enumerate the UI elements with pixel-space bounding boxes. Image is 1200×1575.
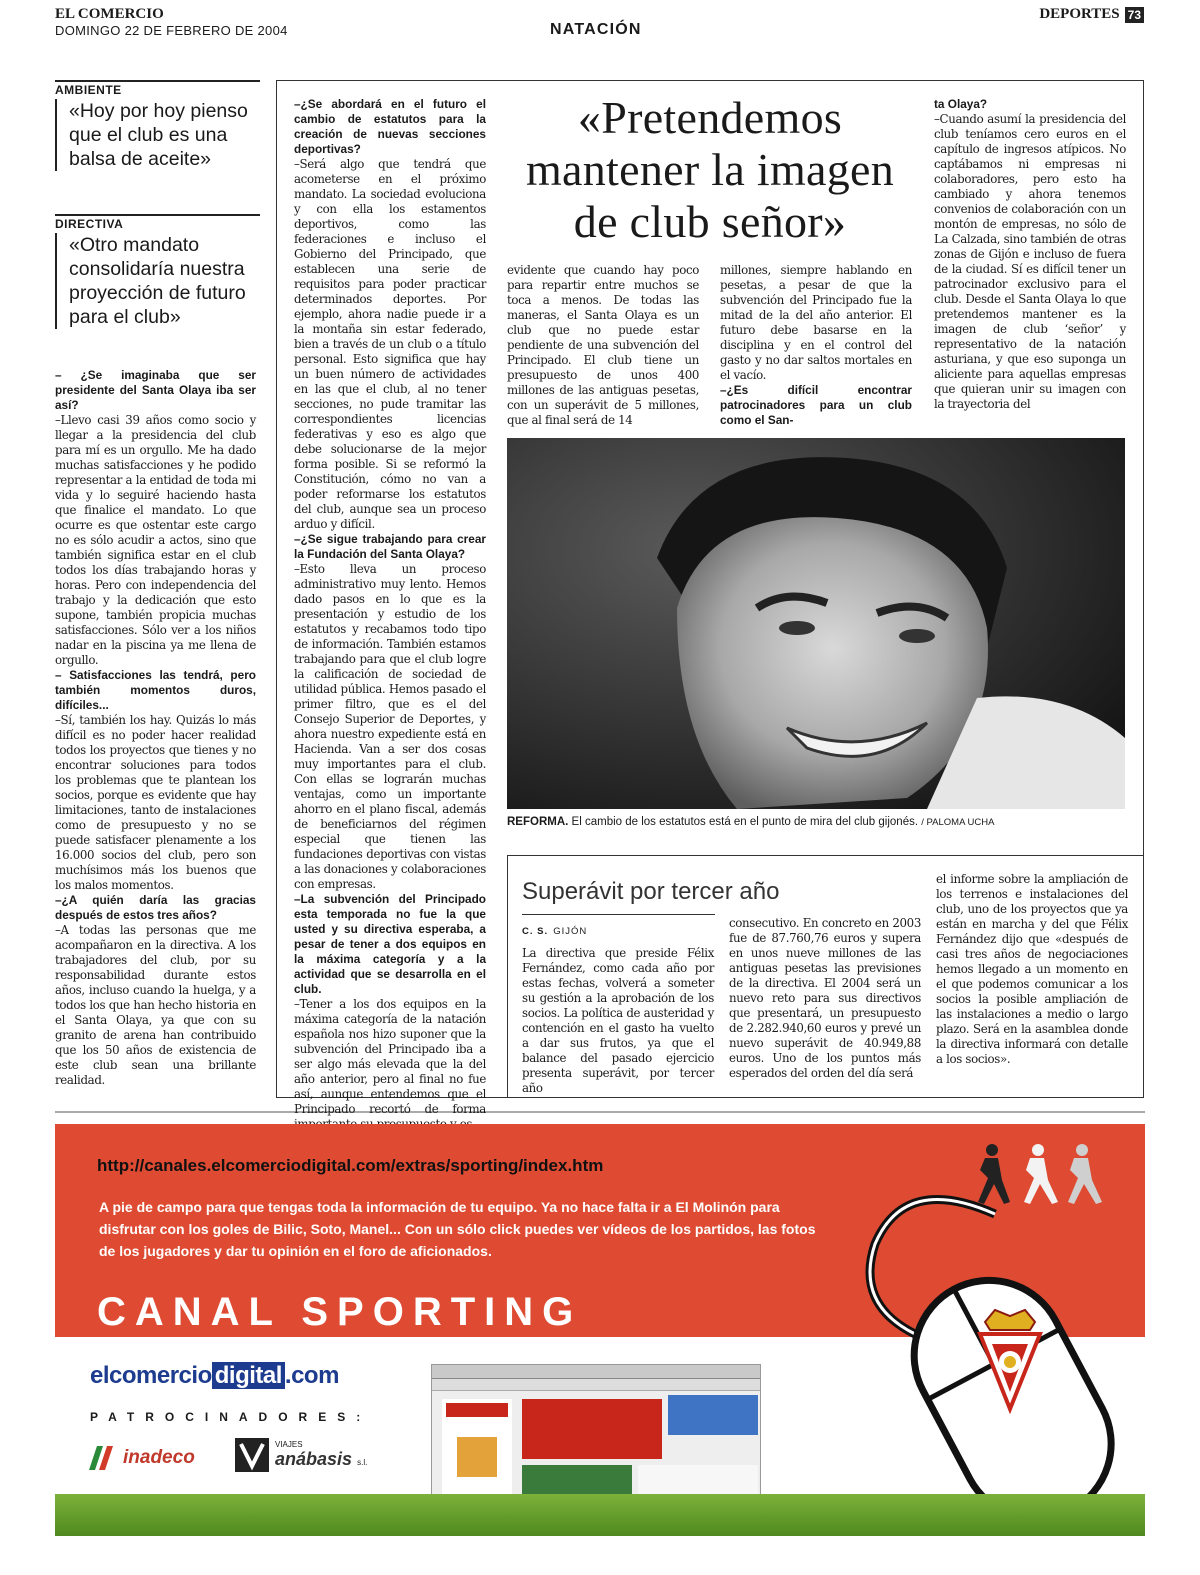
article-column-3 — [507, 263, 699, 428]
interview-answer: –A todas las personas que me acompañaron en la directiva. A los trabajadores del club, por su responsabilidad durante estos años, incluso cuando la huelga, y a todos los que han hecho historia en el Santa Olaya, ya que con su granito de arena han contribuido que los 50 años de existencia de este club sean una brillante realidad. — [55, 923, 256, 1087]
site-crest-thumb — [457, 1437, 497, 1477]
column-rule — [276, 80, 277, 1098]
photo-caption — [507, 816, 1127, 828]
sponsor-inadeco — [85, 1442, 195, 1474]
browser-toolbar — [432, 1379, 760, 1391]
pull-quote-ambiente — [55, 80, 265, 171]
sidebar-column-3: el informe sobre la ampliación de los terrenos e instalaciones del club, uno de los proyectos que ya están en marcha y del que Félix Fernández dijo que «después de casi tres años de negociaciones hemos llegado a un momento en el que podemos comunicar a los socios la posible ampliación de las instalaciones a medio o largo plazo. Será en la asamblea donde la directiva informará con detalle a los socios». — [936, 872, 1128, 1066]
interview-question: –¿Se abordará en el futuro el cambio de estatutos para la creación de nuevas secciones deportivas? — [294, 97, 486, 156]
section-title: NATACIÓN — [550, 21, 642, 38]
logo-part-3: .com — [284, 1362, 339, 1389]
anabasis-icon — [235, 1438, 269, 1472]
byline-rule-end — [714, 914, 715, 915]
interview-answer: –Tener a los dos equipos en la máxima categoría de la natación española nos hizo suponer que la subvención del Principado iba a ser algo más elevada que la del año anterior, pero al final no fue así, aunque entendemos que el Principado recortó de forma — [294, 997, 486, 1116]
interview-answer: –Sí, también los hay. Quizás lo más difícil es no poder hacer realidad todos los proyectos que tienes y no encontrar soluciones para todos los problemas que te plantean los socios, porque es evidente que hay limitaciones, tanto de instalaciones como de presupuesto y no se puede satisfacer plenamente a los 16.000 socios del club, pero son muchísimos más los buenos que los malos momentos. — [55, 713, 256, 892]
pull-quote-label: AMBIENTE — [55, 80, 260, 97]
ad-description: A pie de campo para que tengas toda la información de tu equipo. Ya no hace falta ir a El Molinón para disfrutar con los goles de Bilic, Soto, Manel... Con un sólo click puedes ver vídeos de los partidos, las fotos de los jugadores y dar tu opinión en el foro de aficionados. — [99, 1199, 816, 1259]
publication-name: EL COMERCIO — [55, 6, 164, 22]
site-promo — [668, 1395, 758, 1435]
column-rule-top — [276, 80, 1144, 81]
inadeco-icon — [85, 1442, 115, 1474]
elcomerciodigital-logo[interactable] — [90, 1362, 339, 1390]
sponsor-name: inadeco — [123, 1447, 195, 1468]
interview-answer: –Esto lleva un proceso administrativo muy lento. Hemos dado pasos en lo que es la presentación y estudio de los estatutos y recabamos todo tipo de información. También estamos trabajando para que el club logre la calificación de sociedad de utilidad pública. Hemos pasado el primer filtro, que es el del Consejo Superior de Deportes, y ahora nuestro expediente está en Hacienda. Van a ser dos cosas muy importantes para el club. Con ellas se lograrán muchas ventajas, como un importante ahorro en el plano fiscal, además de beneficiarnos del régimen especial que tienen las fundaciones deportivas con vistas a las donaciones y colaboraciones con empresas. — [294, 562, 486, 891]
site-banner — [522, 1399, 662, 1459]
sidebar-column-1: La directiva que preside Félix Fernández, como cada año por estas fechas, volverá a someter su gestión a la aprobación de los socios. La política de austeridad y contención en el gasto ha vuelto a dar sus frutos, ya que el balance del pasado ejercicio presenta superávit, por tercer año — [522, 946, 714, 1095]
logo-part-2: digital — [212, 1362, 285, 1389]
interview-question: –La subvención del Principado esta temporada no fue la que usted y su directiva esperaba, a pesar de tener a dos equipos en la máxima categoría y a la actividad que se desarrolla en el club. — [294, 892, 486, 996]
sidebar-byline — [522, 914, 714, 938]
interview-answer: –Cuando asumí la presidencia del club teníamos cero euros en el capítulo de ingresos atípicos. No captábamos ni empresas ni colaboradores, pero esto ha cambiado y ahora tenemos convenios de colaboración con un montón de empresas, no sólo de La Calzada, sino también de otras zonas de Gijón e incluso de fuera de la ciudad. Sí es difícil tener un patrocinador exclusivo para el club. Desde el Santa Olaya lo que pretendemos mantener es la imagen de club ‘señor’ y representativo de la natación asturiana, y que eso suponga un aliciente para aquellas empresas que quieran unir su imagen con la trayectoria del — [934, 112, 1126, 411]
interview-question: –¿Es difícil encontrar patrocinadores para un club como el San- — [720, 383, 912, 427]
pull-quote-text: «Hoy por hoy pienso que el club es una balsa de aceite» — [55, 99, 265, 171]
ad-canal-title: CANAL SPORTING — [97, 1290, 583, 1334]
article-column-5 — [934, 97, 1126, 412]
website-screenshot — [431, 1364, 761, 1514]
canal-sporting-ad[interactable] — [55, 1124, 1145, 1536]
pull-quote-directiva — [55, 214, 265, 329]
section-label: DEPORTES — [1039, 6, 1120, 22]
logo-part-1: elcomercio — [90, 1362, 212, 1389]
article-column-1 — [55, 368, 256, 1088]
interview-question: –¿Se sigue trabajando para crear la Fundación del Santa Olaya? — [294, 532, 486, 561]
sidebar-place: GIJÓN — [553, 926, 588, 937]
interview-question: – Satisfacciones las tendrá, pero también momentos duros, difíciles... — [55, 668, 256, 712]
interview-question: – ¿Se imaginaba que ser presidente del Santa Olaya iba ser así? — [55, 368, 256, 412]
sidebar-column-2: consecutivo. En concreto en 2003 fue de 87.760,76 euros y supera en unos nueve millones de las antiguas pesetas las previsiones de la directiva. El 2004 será un nuevo reto para sus directivos que presentará, un presupuesto de 2.282.940,60 euros y prevé un nuevo superávit de 40.949,88 euros. Uno de los puntos más esperados del orden del día será — [729, 916, 921, 1080]
page-number: 73 — [1125, 7, 1144, 23]
sponsors-label: PATROCINADORES: — [90, 1410, 372, 1424]
portrait-photo — [507, 438, 1125, 809]
sidebar-author: C. S. — [522, 926, 549, 937]
sponsor-prefix: VIAJES — [275, 1440, 303, 1449]
sponsor-name: anábasis — [275, 1449, 353, 1469]
interview-answer: evidente que cuando hay poco para repartir entre muchos se toca a menos. De todas las maneras, el Santa Olaya es un club que no puede estar pendiente de una subvención del Principado. El club tiene un presupuesto de unos 400 millones de las antiguas pesetas, con un superávit de 5 millones, que al final será de 14 — [507, 263, 699, 427]
sponsor-suffix: s.l. — [357, 1458, 368, 1467]
article-column-2 — [294, 97, 486, 1132]
site-sidebar-header — [446, 1403, 508, 1417]
caption-text: El cambio de los estatutos está en el punto de mira del club gijonés. — [571, 816, 919, 828]
headline: «Pretendemos mantener la imagen de club señor» — [525, 92, 895, 247]
caption-label: REFORMA. — [507, 816, 569, 828]
grass-strip — [55, 1494, 1145, 1536]
sporting-crest-icon — [970, 1304, 1050, 1414]
page-marker — [1039, 6, 1144, 23]
page-divider — [55, 1111, 1145, 1113]
interview-question: ta Olaya? — [934, 97, 988, 111]
interview-answer: –Llevo casi 39 años como socio y llegar a la presidencia del club para mí es un orgullo. Me ha dado muchas satisfacciones y he podido representar a la entidad de toda mi vida y lo seguiré haciendo hasta que finalice el mandato. Lo que ocurre es que ostentar este cargo no es sólo acudir a actos, sino que también significa estar en el club todos los días trabajando horas y horas. Pero con independencia del trabajo y la dedicación que esto supone, también propicia muchas satisfacciones. Sólo ver a los niños nadar en la piscina ya me llena de orgullo. — [55, 413, 256, 667]
interview-answer: millones, siempre hablando en pesetas, a pesar de que la subvención del Principado fue la mitad de la del año anterior. El futuro debe basarse en la disciplina y en el control del gasto y no dar saltos mortales en el vacío. — [720, 263, 912, 382]
browser-titlebar — [432, 1365, 760, 1379]
sidebar-title: Superávit por tercer año — [522, 878, 780, 905]
interview-answer: –Será algo que tendrá que acometerse en el próximo mandato. La sociedad evoluciona y con ella los estamentos deportivos, como las federaciones e incluso el Gobierno del Principado, que establecen una serie de requisitos para poder practicar determinados deportes. Por ejemplo, ahora nadie puede ir a la montaña sin estar federado, bien a través de un club o a título personal. Esto significa que hay un buen número de actividades en las que el club, al no tener secciones, no pude tramitar las correspondientes licencias federativas y eso es algo que debe solucionarse de la mejor forma posible. Si se reformó la Constitución, cómo no van a poder reformarse los estatutos del club, aunque sea un proceso arduo y difícil. — [294, 157, 486, 531]
ad-url-link[interactable]: http://canales.elcomerciodigital.com/extras/sporting/index.htm — [97, 1156, 604, 1175]
sponsor-anabasis — [235, 1438, 367, 1472]
issue-date: DOMINGO 22 DE FEBRERO DE 2004 — [55, 23, 288, 38]
article-column-4 — [720, 263, 912, 428]
interview-question: –¿A quién daría las gracias después de estos tres años? — [55, 893, 256, 922]
pull-quote-label: DIRECTIVA — [55, 214, 260, 231]
pull-quote-text: «Otro mandato consolidaría nuestra proyección de futuro para el club» — [55, 233, 265, 329]
portrait-photo-image — [507, 438, 1125, 809]
site-sidebar — [442, 1399, 512, 1509]
photo-credit: / PALOMA UCHA — [921, 817, 995, 828]
